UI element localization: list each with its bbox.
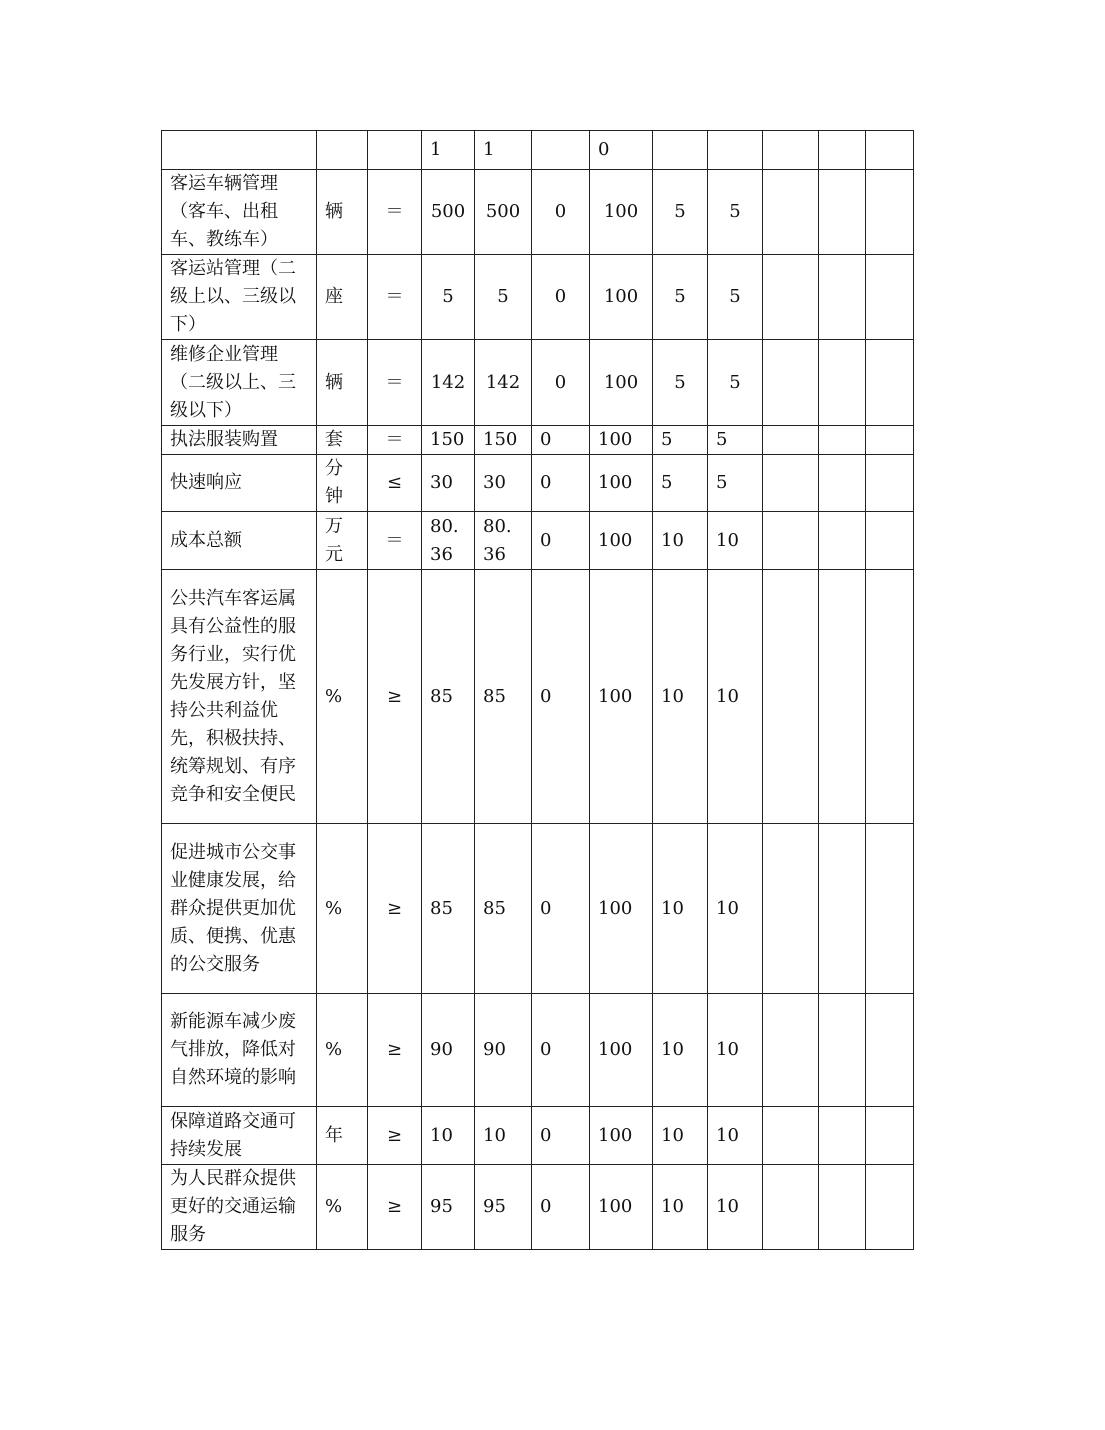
remark-cell bbox=[866, 455, 914, 512]
weight-cell: 5 bbox=[653, 426, 708, 455]
remark-cell bbox=[866, 570, 914, 824]
improvement-measure-cell bbox=[819, 1107, 866, 1165]
completion-rate-cell: 100 bbox=[590, 170, 653, 255]
actual-value-cell: 500 bbox=[475, 170, 532, 255]
score-cell: 5 bbox=[708, 426, 763, 455]
table-row bbox=[162, 570, 914, 824]
annual-target-cell: 1 bbox=[422, 131, 475, 170]
deviation-reason-cell bbox=[763, 824, 819, 994]
table-row bbox=[162, 1165, 914, 1250]
deviation-cell: 0 bbox=[532, 994, 590, 1107]
indicator-name-cell: 为人民群众提供更好的交通运输服务 bbox=[162, 1165, 317, 1250]
annual-target-cell: 10 bbox=[422, 1107, 475, 1165]
unit-cell: 分钟 bbox=[317, 455, 368, 512]
score-cell: 10 bbox=[708, 1107, 763, 1165]
deviation-cell: 0 bbox=[532, 1165, 590, 1250]
deviation-reason-cell bbox=[763, 426, 819, 455]
remark-cell bbox=[866, 170, 914, 255]
improvement-measure-cell bbox=[819, 512, 866, 570]
unit-cell: % bbox=[317, 994, 368, 1107]
improvement-measure-cell bbox=[819, 824, 866, 994]
indicator-name-cell: 公共汽车客运属具有公益性的服务行业，实行优先发展方针，坚持公共利益优先，积极扶持、统筹规划、有序竞争和安全便民 bbox=[162, 570, 317, 824]
deviation-cell: 0 bbox=[532, 340, 590, 426]
score-cell: 5 bbox=[708, 170, 763, 255]
completion-rate-cell: 100 bbox=[590, 426, 653, 455]
remark-cell bbox=[866, 255, 914, 340]
indicator-name-cell bbox=[162, 131, 317, 170]
improvement-measure-cell bbox=[819, 131, 866, 170]
actual-value-cell: 10 bbox=[475, 1107, 532, 1165]
score-cell: 10 bbox=[708, 994, 763, 1107]
annual-target-cell: 500 bbox=[422, 170, 475, 255]
operator-cell: ≤ bbox=[368, 455, 422, 512]
unit-cell: % bbox=[317, 1165, 368, 1250]
operator-cell: ＝ bbox=[368, 426, 422, 455]
deviation-cell: 0 bbox=[532, 512, 590, 570]
deviation-cell: 0 bbox=[532, 455, 590, 512]
actual-value-cell: 95 bbox=[475, 1165, 532, 1250]
weight-cell bbox=[653, 131, 708, 170]
deviation-reason-cell bbox=[763, 455, 819, 512]
deviation-cell: 0 bbox=[532, 426, 590, 455]
deviation-cell: 0 bbox=[532, 255, 590, 340]
weight-cell: 10 bbox=[653, 824, 708, 994]
improvement-measure-cell bbox=[819, 455, 866, 512]
score-cell bbox=[708, 131, 763, 170]
table-body bbox=[162, 131, 914, 1250]
indicator-name-cell: 客运站管理（二级上以、三级以下） bbox=[162, 255, 317, 340]
operator-cell: ＝ bbox=[368, 512, 422, 570]
unit-cell: % bbox=[317, 824, 368, 994]
annual-target-cell: 95 bbox=[422, 1165, 475, 1250]
completion-rate-cell: 100 bbox=[590, 340, 653, 426]
unit-cell: 万元 bbox=[317, 512, 368, 570]
operator-cell: ≥ bbox=[368, 1107, 422, 1165]
unit-cell: 座 bbox=[317, 255, 368, 340]
annual-target-cell: 85 bbox=[422, 824, 475, 994]
remark-cell bbox=[866, 1107, 914, 1165]
improvement-measure-cell bbox=[819, 1165, 866, 1250]
weight-cell: 10 bbox=[653, 570, 708, 824]
performance-table bbox=[161, 130, 914, 1250]
actual-value-cell: 150 bbox=[475, 426, 532, 455]
actual-value-cell: 30 bbox=[475, 455, 532, 512]
deviation-cell: 0 bbox=[532, 824, 590, 994]
completion-rate-cell: 100 bbox=[590, 255, 653, 340]
improvement-measure-cell bbox=[819, 170, 866, 255]
operator-cell: ≥ bbox=[368, 1165, 422, 1250]
indicator-name-cell: 促进城市公交事业健康发展，给群众提供更加优质、便携、优惠的公交服务 bbox=[162, 824, 317, 994]
deviation-reason-cell bbox=[763, 131, 819, 170]
actual-value-cell: 85 bbox=[475, 570, 532, 824]
completion-rate-cell: 100 bbox=[590, 455, 653, 512]
score-cell: 10 bbox=[708, 1165, 763, 1250]
operator-cell bbox=[368, 131, 422, 170]
unit-cell: 辆 bbox=[317, 340, 368, 426]
completion-rate-cell: 100 bbox=[590, 570, 653, 824]
deviation-cell: 0 bbox=[532, 570, 590, 824]
table-row bbox=[162, 426, 914, 455]
remark-cell bbox=[866, 426, 914, 455]
deviation-cell: 0 bbox=[532, 170, 590, 255]
table-row bbox=[162, 1107, 914, 1165]
actual-value-cell: 1 bbox=[475, 131, 532, 170]
operator-cell: ≥ bbox=[368, 570, 422, 824]
annual-target-cell: 90 bbox=[422, 994, 475, 1107]
indicator-name-cell: 客运车辆管理（客车、出租车、教练车） bbox=[162, 170, 317, 255]
deviation-cell: 0 bbox=[532, 1107, 590, 1165]
operator-cell: ＝ bbox=[368, 255, 422, 340]
weight-cell: 10 bbox=[653, 1107, 708, 1165]
weight-cell: 10 bbox=[653, 1165, 708, 1250]
weight-cell: 5 bbox=[653, 170, 708, 255]
indicator-name-cell: 维修企业管理（二级以上、三级以下） bbox=[162, 340, 317, 426]
weight-cell: 10 bbox=[653, 512, 708, 570]
unit-cell: 年 bbox=[317, 1107, 368, 1165]
completion-rate-cell: 100 bbox=[590, 1165, 653, 1250]
deviation-cell bbox=[532, 131, 590, 170]
improvement-measure-cell bbox=[819, 340, 866, 426]
deviation-reason-cell bbox=[763, 512, 819, 570]
unit-cell: 辆 bbox=[317, 170, 368, 255]
remark-cell bbox=[866, 131, 914, 170]
annual-target-cell: 80.36 bbox=[422, 512, 475, 570]
operator-cell: ＝ bbox=[368, 340, 422, 426]
deviation-reason-cell bbox=[763, 994, 819, 1107]
unit-cell: % bbox=[317, 570, 368, 824]
improvement-measure-cell bbox=[819, 994, 866, 1107]
table-row bbox=[162, 994, 914, 1107]
annual-target-cell: 85 bbox=[422, 570, 475, 824]
weight-cell: 5 bbox=[653, 455, 708, 512]
indicator-name-cell: 执法服装购置 bbox=[162, 426, 317, 455]
deviation-reason-cell bbox=[763, 1165, 819, 1250]
weight-cell: 5 bbox=[653, 340, 708, 426]
indicator-name-cell: 成本总额 bbox=[162, 512, 317, 570]
annual-target-cell: 150 bbox=[422, 426, 475, 455]
annual-target-cell: 5 bbox=[422, 255, 475, 340]
score-cell: 10 bbox=[708, 570, 763, 824]
score-cell: 10 bbox=[708, 824, 763, 994]
completion-rate-cell: 100 bbox=[590, 994, 653, 1107]
score-cell: 10 bbox=[708, 512, 763, 570]
annual-target-cell: 30 bbox=[422, 455, 475, 512]
score-cell: 5 bbox=[708, 340, 763, 426]
operator-cell: ≥ bbox=[368, 994, 422, 1107]
improvement-measure-cell bbox=[819, 255, 866, 340]
actual-value-cell: 5 bbox=[475, 255, 532, 340]
indicator-name-cell: 新能源车减少废气排放，降低对自然环境的影响 bbox=[162, 994, 317, 1107]
remark-cell bbox=[866, 1165, 914, 1250]
table-row bbox=[162, 340, 914, 426]
remark-cell bbox=[866, 512, 914, 570]
unit-cell bbox=[317, 131, 368, 170]
table-row bbox=[162, 824, 914, 994]
deviation-reason-cell bbox=[763, 340, 819, 426]
actual-value-cell: 80.36 bbox=[475, 512, 532, 570]
improvement-measure-cell bbox=[819, 570, 866, 824]
indicator-name-cell: 保障道路交通可持续发展 bbox=[162, 1107, 317, 1165]
actual-value-cell: 90 bbox=[475, 994, 532, 1107]
completion-rate-cell: 0 bbox=[590, 131, 653, 170]
deviation-reason-cell bbox=[763, 1107, 819, 1165]
table-row bbox=[162, 170, 914, 255]
deviation-reason-cell bbox=[763, 570, 819, 824]
table-row bbox=[162, 131, 914, 170]
table-row bbox=[162, 455, 914, 512]
deviation-reason-cell bbox=[763, 255, 819, 340]
table-row bbox=[162, 512, 914, 570]
unit-cell: 套 bbox=[317, 426, 368, 455]
operator-cell: ≥ bbox=[368, 824, 422, 994]
score-cell: 5 bbox=[708, 455, 763, 512]
annual-target-cell: 142 bbox=[422, 340, 475, 426]
deviation-reason-cell bbox=[763, 170, 819, 255]
indicator-name-cell: 快速响应 bbox=[162, 455, 317, 512]
score-cell: 5 bbox=[708, 255, 763, 340]
completion-rate-cell: 100 bbox=[590, 1107, 653, 1165]
weight-cell: 5 bbox=[653, 255, 708, 340]
operator-cell: ＝ bbox=[368, 170, 422, 255]
weight-cell: 10 bbox=[653, 994, 708, 1107]
completion-rate-cell: 100 bbox=[590, 512, 653, 570]
table-row bbox=[162, 255, 914, 340]
remark-cell bbox=[866, 340, 914, 426]
actual-value-cell: 142 bbox=[475, 340, 532, 426]
remark-cell bbox=[866, 824, 914, 994]
improvement-measure-cell bbox=[819, 426, 866, 455]
completion-rate-cell: 100 bbox=[590, 824, 653, 994]
remark-cell bbox=[866, 994, 914, 1107]
actual-value-cell: 85 bbox=[475, 824, 532, 994]
